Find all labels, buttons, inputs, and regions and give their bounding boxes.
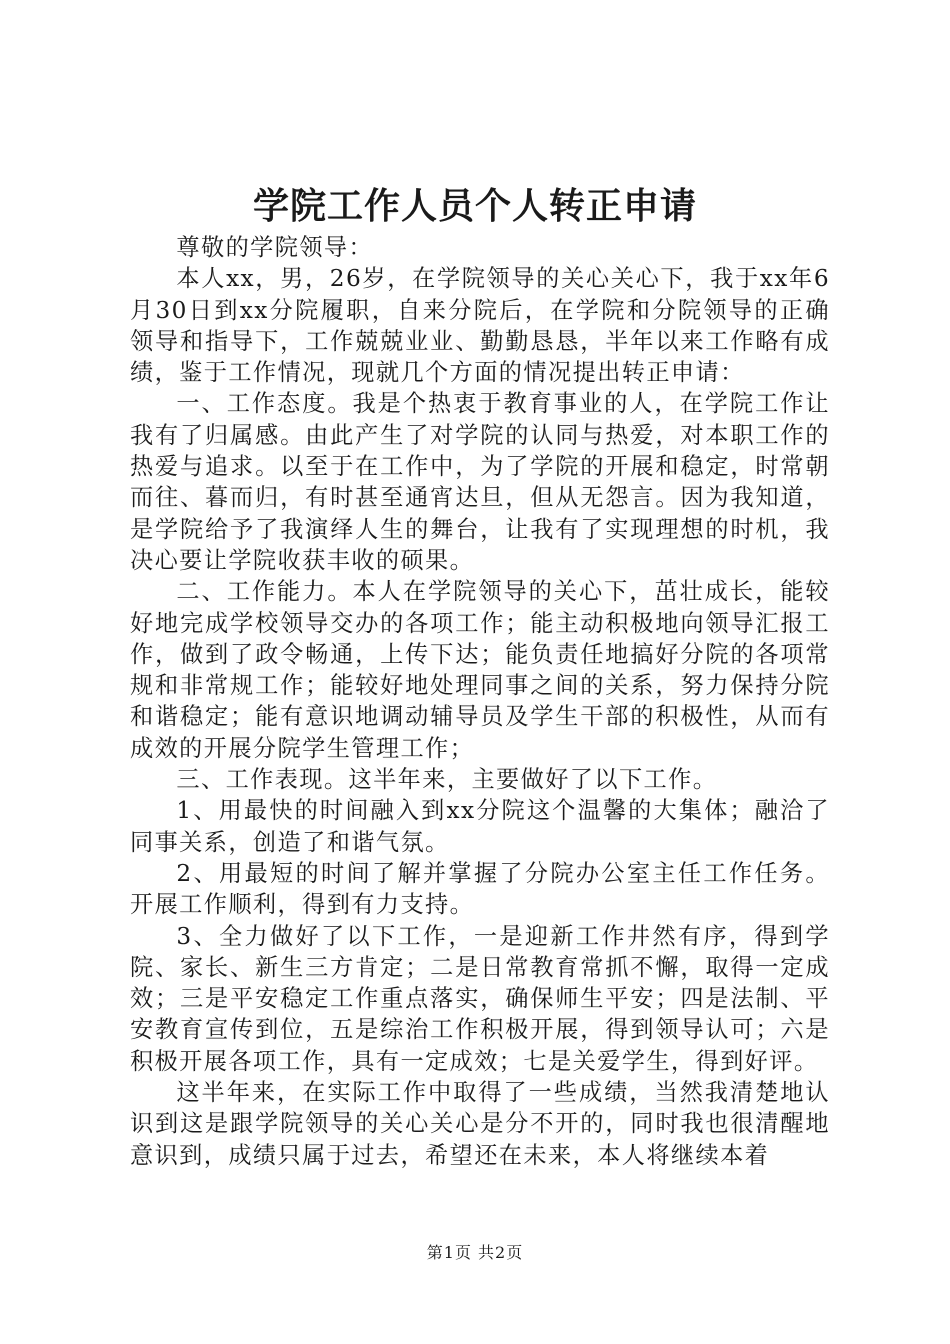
salutation: 尊敬的学院领导： [176,234,374,261]
paragraph-work-performance: 三、工作表现。这半年来，主要做好了以下工作。 [176,766,718,794]
document-title: 学院工作人员个人转正申请 [252,185,697,227]
paragraph-item-3: 3、全力做好了以下工作，一是迎新工作井然有序，得到学院、家长、新生三方肯定；二是日常教育常抓不懈，取得一定成效；三是平安稳定工作重点落实，确保师生平安；四是法制、平安教育宣传到位，五是综治工作积极开展，得到领导认可；六是积极开展各项工作，具有一定成效；七是关爱学生，得到好评。 [130,922,830,1075]
page-number-footer: 第1页 共2页 [426,1243,524,1262]
paragraph-conclusion: 这半年来，在实际工作中取得了一些成绩，当然我清楚地认识到这是跟学院领导的关心关心是分不开的，同时我也很清醒地意识到，成绩只属于过去，希望还在未来，本人将继续本着 [130,1079,830,1169]
document-body [130,232,830,1171]
paragraph-item-2: 2、用最短的时间了解并掌握了分院办公室主任工作任务。开展工作顺利，得到有力支持。 [130,859,830,919]
paragraph-work-attitude: 一、工作态度。我是个热衷于教育事业的人，在学院工作让我有了归属感。由此产生了对学院的认同与热爱，对本职工作的热爱与追求。以至于在工作中，为了学院的开展和稳定，时常朝而往、暮而归，有时甚至通宵达旦，但从无怨言。因为我知道，是学院给予了我演绎人生的舞台，让我有了实现理想的时机，我决心要让学院收获丰收的硕果。 [130,390,830,574]
paragraph-intro: 本人xx，男，26岁，在学院领导的关心关心下，我于xx年6月30日到xx分院履职，自来分院后，在学院和分院领导的正确领导和指导下，工作兢兢业业、勤勤恳恳，半年以来工作略有成绩，鉴于工作情况，现就几个方面的情况提出转正申请： [130,265,830,387]
paragraph-work-ability: 二、工作能力。本人在学院领导的关心下，茁壮成长，能较好地完成学校领导交办的各项工作；能主动积极地向领导汇报工作，做到了政令畅通，上传下达；能负责任地搞好分院的各项常规和非常规工作；能较好地处理同事之间的关系，努力保持分院和谐稳定；能有意识地调动辅导员及学生干部的积极性，从而有成效的开展分院学生管理工作； [130,578,830,762]
paragraph-item-1: 1、用最快的时间融入到xx分院这个温馨的大集体；融洽了同事关系，创造了和谐气氛。 [130,797,830,856]
